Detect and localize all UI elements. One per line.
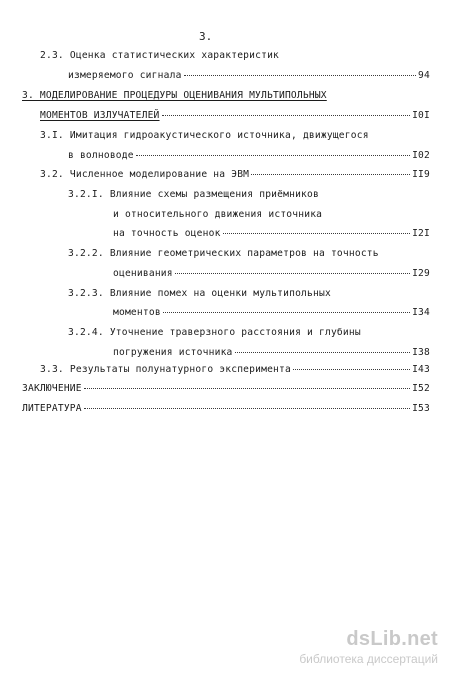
dot-leader: [162, 115, 411, 116]
toc-entry-2-3: [40, 50, 410, 66]
toc-entry-text: 3.2.4. Уточнение траверзного расстояния и глубины: [68, 327, 361, 338]
toc-entry-text: ЗАКЛЮЧЕНИЕ: [22, 383, 82, 394]
toc-entry-text: МОМЕНТОВ ИЗЛУЧАТЕЛЕЙ: [40, 110, 160, 121]
toc-page-number: I0I: [412, 110, 430, 121]
toc-entry-3-2-1-cont: [113, 209, 413, 225]
toc-page-number: II9: [412, 169, 430, 180]
toc-page-number: I52: [412, 383, 430, 394]
toc-literature: [22, 403, 430, 419]
toc-entry-3-3: [40, 364, 430, 380]
watermark-tagline: библиотека диссертаций: [299, 652, 438, 666]
toc-page-number: I02: [412, 150, 430, 161]
toc-entry-3-2: [40, 169, 430, 185]
toc-entry-3-2-2-cont: [113, 268, 430, 284]
toc-entry-3-2-3-cont: [113, 307, 430, 323]
toc-page-number: 94: [418, 70, 430, 81]
dot-leader: [235, 352, 411, 353]
toc-entry-text: 3.2.2. Влияние геометрических параметров на точность: [68, 248, 379, 259]
toc-entry-text: ЛИТЕРАТУРА: [22, 403, 82, 414]
toc-entry-text: моментов: [113, 307, 161, 318]
dot-leader: [223, 233, 410, 234]
toc-page-number: I2I: [412, 228, 430, 239]
toc-entry-text: оценивания: [113, 268, 173, 279]
toc-entry-2-3-cont: [68, 70, 430, 86]
dot-leader: [84, 388, 410, 389]
toc-entry-3-2-4: [68, 327, 408, 343]
dot-leader: [136, 155, 410, 156]
toc-entry-text: 3.I. Имитация гидроакустического источника, движущегося: [40, 130, 369, 141]
toc-entry-3-2-1: [68, 189, 408, 205]
toc-entry-3-1: [40, 130, 420, 146]
watermark: [268, 628, 438, 666]
toc-entry-text: 3.2.I. Влияние схемы размещения приёмников: [68, 189, 319, 200]
toc-entry-text: 3.2. Численное моделирование на ЭВМ: [40, 169, 250, 180]
dot-leader: [175, 273, 410, 274]
toc-entry-text: погружения источника: [113, 347, 233, 358]
toc-page-number: I38: [412, 347, 430, 358]
toc-page-number: I43: [412, 364, 430, 375]
toc-entry-3-2-3: [68, 288, 408, 304]
toc-page-number: I34: [412, 307, 430, 318]
toc-entry-text: 2.3. Оценка статистических характеристик: [40, 50, 280, 61]
toc-entry-text: в волноводе: [68, 150, 134, 161]
toc-entry-3-2-2: [68, 248, 408, 264]
dot-leader: [251, 174, 410, 175]
toc-page-number: I29: [412, 268, 430, 279]
toc-entry-text: 3.3. Результаты полунатурного эксперимента: [40, 364, 291, 375]
toc-entry-text: 3. МОДЕЛИРОВАНИЕ ПРОЦЕДУРЫ ОЦЕНИВАНИЯ МУЛЬТИПОЛЬНЫХ: [22, 90, 327, 101]
dot-leader: [184, 75, 417, 76]
watermark-logo: dsLib.net: [346, 628, 438, 650]
toc-entry-3-2-1-cont2: [113, 228, 430, 244]
toc-entry-text: 3.2.3. Влияние помех на оценки мультипольных: [68, 288, 331, 299]
toc-entry-3-2-4-cont: [113, 347, 430, 363]
toc-chapter-3-cont: [40, 110, 430, 126]
toc-conclusion: [22, 383, 430, 399]
dot-leader: [293, 369, 410, 370]
page-number: 3.: [199, 30, 213, 43]
toc-entry-text: и относительного движения источника: [113, 209, 323, 220]
dot-leader: [84, 408, 410, 409]
dot-leader: [163, 312, 410, 313]
toc-entry-text: на точность оценок: [113, 228, 221, 239]
toc-page-number: I53: [412, 403, 430, 414]
toc-chapter-3: [22, 90, 402, 106]
toc-entry-text: измеряемого сигнала: [68, 70, 182, 81]
toc-entry-3-1-cont: [68, 150, 430, 166]
